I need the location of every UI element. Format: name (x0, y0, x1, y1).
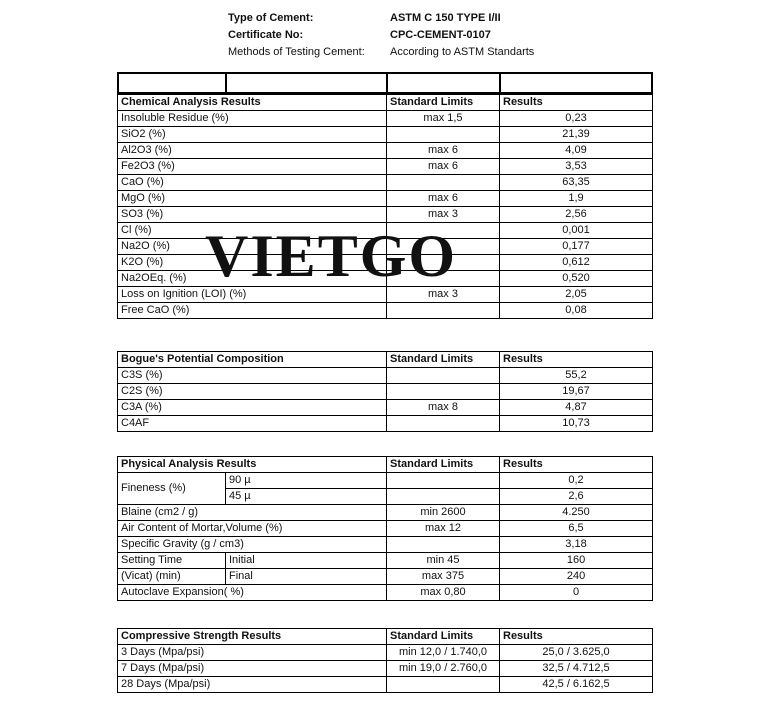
row-result: 25,0 / 3.625,0 (500, 645, 653, 661)
row-label: C2S (%) (118, 384, 387, 400)
table-row (118, 207, 653, 223)
row-label: Air Content of Mortar,Volume (%) (118, 521, 387, 537)
column-header-results: Results (500, 352, 653, 368)
row-limit: min 45 (387, 553, 500, 569)
column-header-limits: Standard Limits (387, 457, 500, 473)
row-sub-label: 90 µ (226, 473, 387, 489)
empty-cell (118, 73, 226, 93)
row-result: 0,177 (500, 239, 653, 255)
row-limit: max 6 (387, 143, 500, 159)
bogue-composition-table (117, 351, 653, 432)
row-result: 42,5 / 6.162,5 (500, 677, 653, 693)
row-result: 4,87 (500, 400, 653, 416)
table-row (118, 175, 653, 191)
header-value: ASTM C 150 TYPE I/II (390, 12, 501, 24)
header-row-methods (228, 44, 534, 61)
header-key: Certificate No: (228, 29, 304, 41)
row-label: (Vicat) (min) (118, 569, 226, 585)
row-label: Loss on Ignition (LOI) (%) (118, 287, 387, 303)
row-result: 0,23 (500, 111, 653, 127)
table-row (118, 473, 653, 489)
section-title: Physical Analysis Results (118, 457, 387, 473)
row-limit: max 3 (387, 207, 500, 223)
row-result: 0,520 (500, 271, 653, 287)
row-result: 0,001 (500, 223, 653, 239)
row-result: 0,08 (500, 303, 653, 319)
row-limit (387, 368, 500, 384)
row-result: 0 (500, 585, 653, 601)
section-title: Compressive Strength Results (118, 629, 387, 645)
row-label: Setting Time (118, 553, 226, 569)
row-result: 240 (500, 569, 653, 585)
row-sub-label: 45 µ (226, 489, 387, 505)
table-row (118, 400, 653, 416)
table-row (118, 127, 653, 143)
table-row (118, 111, 653, 127)
row-limit (387, 473, 500, 489)
row-limit: min 19,0 / 2.760,0 (387, 661, 500, 677)
row-label: Autoclave Expansion( %) (118, 585, 387, 601)
certificate-header (228, 10, 534, 61)
table-header-row (118, 457, 653, 473)
row-result: 2,6 (500, 489, 653, 505)
row-limit: max 0,80 (387, 585, 500, 601)
row-result: 55,2 (500, 368, 653, 384)
table-row (118, 569, 653, 585)
table-row (118, 143, 653, 159)
row-limit: max 12 (387, 521, 500, 537)
table-row (118, 553, 653, 569)
table-header-row (118, 352, 653, 368)
section-title: Chemical Analysis Results (118, 95, 387, 111)
row-result: 2,56 (500, 207, 653, 223)
row-limit: min 12,0 / 1.740,0 (387, 645, 500, 661)
row-result: 4,09 (500, 143, 653, 159)
header-value: According to ASTM Standarts (390, 46, 535, 58)
row-label: Specific Gravity (g / cm3) (118, 537, 387, 553)
row-limit (387, 175, 500, 191)
row-label: Al2O3 (%) (118, 143, 387, 159)
row-label: MgO (%) (118, 191, 387, 207)
row-limit: max 6 (387, 159, 500, 175)
row-label: 28 Days (Mpa/psi) (118, 677, 387, 693)
row-limit: max 375 (387, 569, 500, 585)
header-key: Methods of Testing Cement: (228, 46, 365, 58)
row-result: 0,2 (500, 473, 653, 489)
table-row (118, 661, 653, 677)
row-limit (387, 303, 500, 319)
row-result: 6,5 (500, 521, 653, 537)
row-label: Insoluble Residue (%) (118, 111, 387, 127)
header-row-type (228, 10, 534, 27)
column-header-results: Results (500, 629, 653, 645)
row-label: Cl (%) (118, 223, 387, 239)
table-row (118, 384, 653, 400)
row-label: CaO (%) (118, 175, 387, 191)
table-header-row (118, 629, 653, 645)
column-header-results: Results (500, 457, 653, 473)
row-result: 32,5 / 4.712,5 (500, 661, 653, 677)
row-result: 4.250 (500, 505, 653, 521)
empty-cell (387, 73, 500, 93)
row-label: SO3 (%) (118, 207, 387, 223)
column-header-results: Results (500, 95, 653, 111)
table-row (118, 368, 653, 384)
row-result: 63,35 (500, 175, 653, 191)
table-row (118, 585, 653, 601)
table-row (118, 159, 653, 175)
row-limit: max 1,5 (387, 111, 500, 127)
row-limit: min 2600 (387, 505, 500, 521)
row-sub-label: Initial (226, 553, 387, 569)
row-limit: max 3 (387, 287, 500, 303)
row-label: C3S (%) (118, 368, 387, 384)
row-result: 2,05 (500, 287, 653, 303)
row-result: 3,53 (500, 159, 653, 175)
row-sub-label: Final (226, 569, 387, 585)
row-limit (387, 489, 500, 505)
row-label: Free CaO (%) (118, 303, 387, 319)
row-label: Na2OEq. (%) (118, 271, 387, 287)
row-label: SiO2 (%) (118, 127, 387, 143)
row-limit (387, 384, 500, 400)
column-header-limits: Standard Limits (387, 95, 500, 111)
row-label: Na2O (%) (118, 239, 387, 255)
row-limit (387, 416, 500, 432)
table-row (118, 416, 653, 432)
row-label: C3A (%) (118, 400, 387, 416)
column-header-limits: Standard Limits (387, 352, 500, 368)
table-row (118, 645, 653, 661)
header-row-certificate (228, 27, 534, 44)
row-result: 3,18 (500, 537, 653, 553)
table-row (118, 537, 653, 553)
row-result: 10,73 (500, 416, 653, 432)
column-header-limits: Standard Limits (387, 629, 500, 645)
row-label: Fe2O3 (%) (118, 159, 387, 175)
row-limit (387, 127, 500, 143)
row-label: Fineness (%) (118, 473, 226, 505)
row-limit (387, 677, 500, 693)
table-header-row (118, 95, 653, 111)
vietgo-watermark: VIETGO (205, 223, 458, 289)
row-label: 7 Days (Mpa/psi) (118, 661, 387, 677)
header-key: Type of Cement: (228, 12, 314, 24)
row-result: 21,39 (500, 127, 653, 143)
row-result: 0,612 (500, 255, 653, 271)
table-row (118, 191, 653, 207)
physical-analysis-table (117, 456, 653, 601)
row-result: 19,67 (500, 384, 653, 400)
row-limit: max 8 (387, 400, 500, 416)
empty-cell (500, 73, 652, 93)
section-title: Bogue's Potential Composition (118, 352, 387, 368)
row-result: 160 (500, 553, 653, 569)
table-row (118, 521, 653, 537)
table-row (118, 677, 653, 693)
compressive-strength-table (117, 628, 653, 693)
table-row (118, 505, 653, 521)
row-limit (387, 537, 500, 553)
row-label: Blaine (cm2 / g) (118, 505, 387, 521)
row-limit: max 6 (387, 191, 500, 207)
header-value: CPC-CEMENT-0107 (390, 29, 491, 41)
empty-cell (226, 73, 387, 93)
row-label: 3 Days (Mpa/psi) (118, 645, 387, 661)
empty-top-box (117, 72, 653, 94)
row-label: K2O (%) (118, 255, 387, 271)
table-row (118, 303, 653, 319)
row-label: C4AF (118, 416, 387, 432)
row-result: 1,9 (500, 191, 653, 207)
